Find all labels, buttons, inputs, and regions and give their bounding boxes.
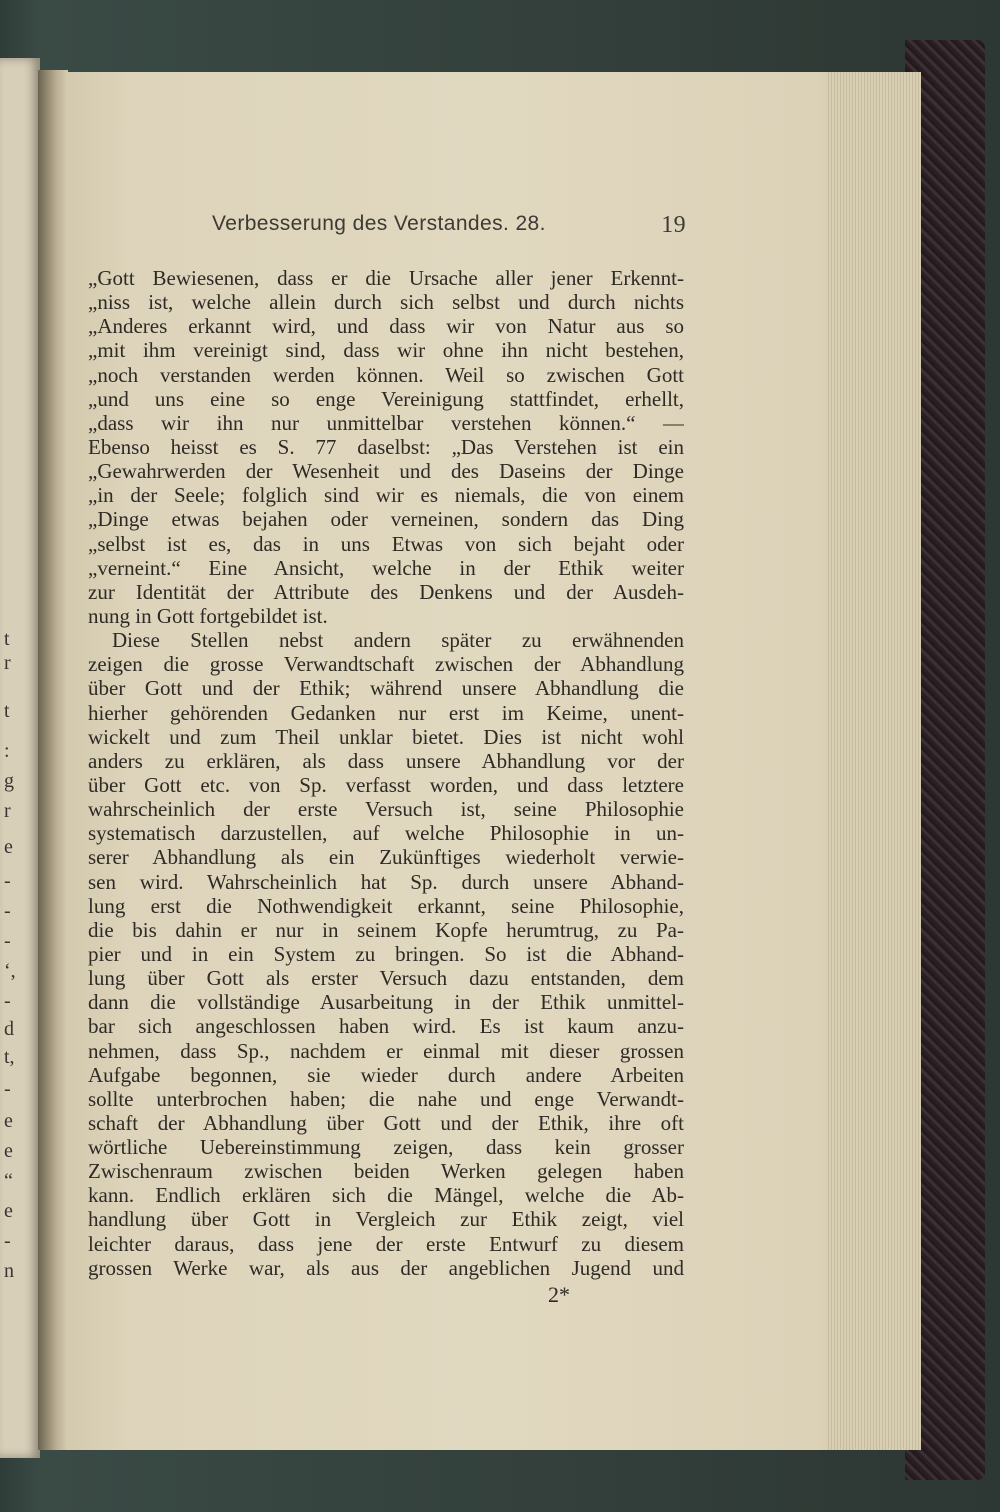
text-line: „Dinge etwas bejahen oder verneinen, sondern das Ding: [88, 507, 684, 532]
left-page-fragment: t: [4, 628, 10, 650]
left-page-fragment: t,: [4, 1046, 15, 1068]
text-line: bar sich angeschlossen haben wird. Es ist kaum anzu-: [88, 1014, 684, 1039]
text-line: wörtliche Uebereinstimmung zeigen, dass kein grosser: [88, 1135, 684, 1160]
text-line: über Gott etc. von Sp. verfasst worden, und dass letztere: [88, 772, 684, 797]
page-body-text: [88, 266, 684, 1280]
left-page-fragment: d: [4, 1018, 14, 1040]
text-line: dann die vollständige Ausarbeitung in der Ethik unmittel-: [88, 990, 684, 1015]
text-line: Ebenso heisst es S. 77 daselbst: „Das Verstehen ist ein: [88, 434, 684, 459]
left-page-fragment: r: [4, 652, 11, 674]
text-line: leichter daraus, dass jene der erste Entwurf zu diesem: [88, 1231, 684, 1256]
text-line: „verneint.“ Eine Ansicht, welche in der Ethik weiter: [88, 555, 684, 580]
left-page-fragment: n: [4, 1260, 14, 1282]
text-line: zeigen die grosse Verwandtschaft zwischen der Abhandlung: [88, 652, 684, 677]
text-line: anders zu erklären, als dass unsere Abhandlung vor der: [88, 748, 684, 773]
text-line: nehmen, dass Sp., nachdem er einmal mit dieser grossen: [88, 1038, 684, 1063]
left-page-fragment: e: [4, 1200, 13, 1222]
text-line: schaft der Abhandlung über Gott und der Ethik, ihre oft: [88, 1110, 684, 1135]
text-line: wahrscheinlich der erste Versuch ist, seine Philosophie: [88, 797, 684, 822]
text-line: „niss ist, welche allein durch sich selbst und durch nichts: [88, 290, 684, 315]
left-page-fragment: g: [4, 770, 14, 792]
text-line: „Gewahrwerden der Wesenheit und des Daseins der Dinge: [88, 459, 684, 484]
text-line: „Gott Bewiesenen, dass er die Ursache aller jener Erkennt-: [88, 266, 684, 290]
text-line: zur Identität der Attribute des Denkens und der Ausdeh-: [88, 579, 684, 604]
left-page-fragment: -: [4, 1078, 11, 1100]
page-number: 19: [661, 212, 686, 238]
left-page-edge: [0, 58, 40, 1458]
text-line: „selbst ist es, das in uns Etwas von sich bejaht oder: [88, 531, 684, 556]
page-block-edge: [826, 72, 921, 1450]
left-page-fragment: ‘,: [4, 960, 16, 982]
text-line: „noch verstanden werden können. Weil so zwischen Gott: [88, 362, 684, 387]
left-page-fragment: -: [4, 870, 11, 892]
text-line: pier und in ein System zu bringen. So ist die Abhand-: [88, 941, 684, 966]
text-line: serer Abhandlung als ein Zukünftiges wiederholt verwie-: [88, 845, 684, 870]
text-line: lung erst die Nothwendigkeit erkannt, seine Philosophie,: [88, 893, 684, 918]
text-line: lung über Gott als erster Versuch dazu entstanden, dem: [88, 966, 684, 991]
text-line: wickelt und zum Theil unklar bietet. Dies ist nicht wohl: [88, 724, 684, 749]
text-line: „und uns eine so enge Vereinigung stattfindet, erhellt,: [88, 386, 684, 411]
text-line: „in der Seele; folglich sind wir es niemals, die von einem: [88, 483, 684, 508]
text-line: sen wird. Wahrscheinlich hat Sp. durch unsere Abhand-: [88, 869, 684, 894]
left-page-fragment: -: [4, 900, 11, 922]
text-line: kann. Endlich erklären sich die Mängel, welche die Ab-: [88, 1183, 684, 1208]
text-line: Diese Stellen nebst andern später zu erwähnenden: [112, 628, 684, 653]
text-line: systematisch darzustellen, auf welche Philosophie in un-: [88, 821, 684, 846]
text-line: nung in Gott fortgebildet ist.: [88, 603, 328, 628]
text-line: „Anderes erkannt wird, und dass wir von Natur aus so: [88, 314, 684, 339]
left-page-fragment: e: [4, 1140, 13, 1162]
signature-mark: 2*: [548, 1282, 570, 1307]
running-title: Verbesserung des Verstandes. 28.: [212, 212, 546, 235]
left-page-fragment: r: [4, 800, 11, 822]
left-page-fragment: -: [4, 990, 11, 1012]
text-line: sollte unterbrochen haben; die nahe und enge Verwandt-: [88, 1086, 684, 1111]
text-line: „mit ihm vereinigt sind, dass wir ohne ihn nicht bestehen,: [88, 338, 684, 363]
text-line: grossen Werke war, als aus der angeblichen Jugend und: [88, 1255, 684, 1280]
left-page-fragment: t: [4, 700, 10, 722]
left-page-fragment: e: [4, 1110, 13, 1132]
left-page-fragment: :: [4, 740, 10, 762]
left-page-fragment: -: [4, 930, 11, 952]
left-page-fragment: -: [4, 1230, 11, 1252]
text-line: Zwischenraum zwischen beiden Werken gelegen haben: [88, 1159, 684, 1184]
text-line: „dass wir ihn nur unmittelbar verstehen können.“ —: [88, 410, 684, 435]
text-line: hierher gehörenden Gedanken nur erst im Keime, unent-: [88, 700, 684, 725]
text-line: Aufgabe begonnen, sie wieder durch andere Arbeiten: [88, 1062, 684, 1087]
text-line: die bis dahin er nur in seinem Kopfe herumtrug, zu Pa-: [88, 917, 684, 942]
text-line: handlung über Gott in Vergleich zur Ethik zeigt, viel: [88, 1207, 684, 1232]
page-gutter: [38, 70, 68, 1450]
text-line: über Gott und der Ethik; während unsere Abhandlung die: [88, 676, 684, 701]
left-page-fragment: e: [4, 836, 13, 858]
left-page-fragment: “: [4, 1170, 13, 1192]
